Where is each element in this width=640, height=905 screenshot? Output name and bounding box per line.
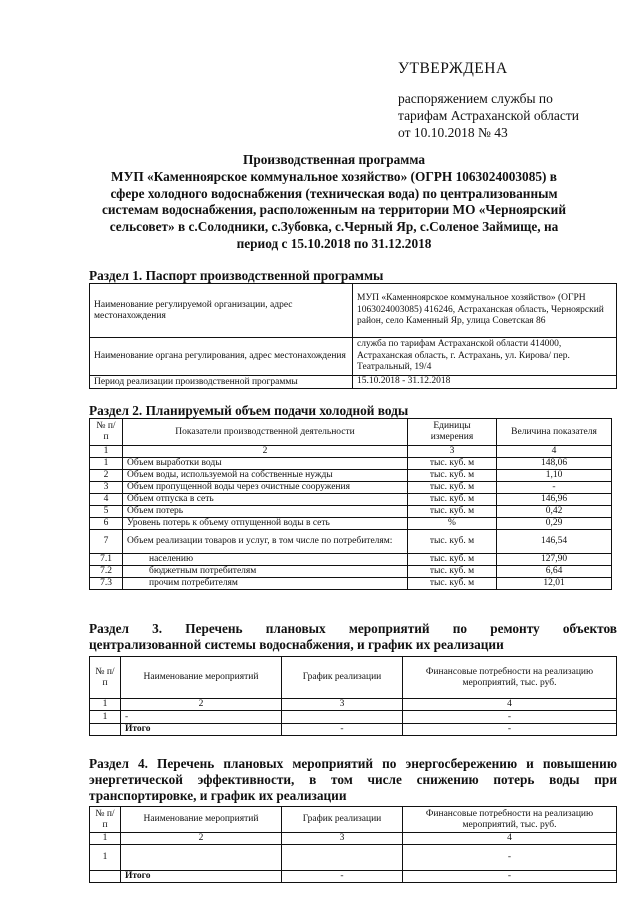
passport-value: 15.10.2018 - 31.12.2018 (353, 376, 617, 389)
row-unit: тыс. куб. м (408, 578, 497, 590)
table-row (90, 506, 612, 518)
row-num: 6 (90, 518, 123, 530)
header-schedule: График реализации (282, 657, 403, 699)
title-line: период с 15.10.2018 по 31.12.2018 (236, 235, 432, 251)
total-label: Итого (121, 724, 282, 736)
col-number: 4 (403, 699, 617, 711)
table-row (90, 482, 612, 494)
section4-heading-line: Раздел 4. Перечень плановых мероприятий по энергосбережению и повышению (89, 756, 617, 771)
approval-line: от 10.10.2018 № 43 (398, 125, 508, 140)
total-row (90, 724, 617, 736)
row-schedule (282, 845, 403, 871)
row-unit: тыс. куб. м (408, 566, 497, 578)
row-num: 7 (90, 530, 123, 554)
document-title (84, 152, 584, 253)
header-finance: Финансовые потребности на реализацию мероприятий, тыс. руб. (403, 807, 617, 833)
row-name: Объем потерь (123, 506, 408, 518)
row-name: - (121, 711, 282, 724)
row-value: - (497, 482, 612, 494)
section3-heading-line: Раздел 3. Перечень плановых мероприятий по ремонту объектов (89, 621, 617, 636)
col-number: 1 (90, 833, 121, 845)
row-num: 1 (90, 458, 123, 470)
total-schedule: - (282, 724, 403, 736)
row-value: 146,54 (497, 530, 612, 554)
section3-heading (89, 621, 617, 653)
row-name: Объем воды, используемой на собственные нужды (123, 470, 408, 482)
row-unit: тыс. куб. м (408, 494, 497, 506)
header-num: № п/п (90, 807, 121, 833)
table-row (90, 566, 612, 578)
row-value: 148,06 (497, 458, 612, 470)
col-number: 4 (403, 833, 617, 845)
header-unit: Единицы измерения (408, 419, 497, 446)
header-num: № п/п (90, 657, 121, 699)
total-label: Итого (121, 871, 282, 883)
approval-line: тарифам Астраханской области (398, 108, 580, 123)
table-row (90, 711, 617, 724)
col-number: 3 (282, 699, 403, 711)
row-value: 6,64 (497, 566, 612, 578)
title-line: системам водоснабжения, расположенным на территории МО «Черноярский (101, 202, 566, 218)
water-supply-table (89, 418, 612, 590)
col-number: 3 (282, 833, 403, 845)
row-num: 2 (90, 470, 123, 482)
row-name: бюджетным потребителям (123, 566, 408, 578)
passport-label: Период реализации производственной программы (90, 376, 353, 389)
row-num: 4 (90, 494, 123, 506)
title-line: сфере холодного водоснабжения (техническая вода) по централизованным (110, 185, 558, 201)
table-row (90, 518, 612, 530)
col-number: 2 (123, 446, 408, 458)
row-value: 146,96 (497, 494, 612, 506)
col-number: 3 (408, 446, 497, 458)
row-name: прочим потребителям (123, 578, 408, 590)
row-unit: тыс. куб. м (408, 470, 497, 482)
row-finance: - (403, 711, 617, 724)
row-value: 12,01 (497, 578, 612, 590)
row-num: 7.1 (90, 554, 123, 566)
col-number: 1 (90, 446, 123, 458)
row-name: Объем реализации товаров и услуг, в том числе по потребителям: (123, 530, 408, 554)
section4-heading (89, 756, 617, 804)
passport-table (89, 283, 617, 389)
col-number: 4 (497, 446, 612, 458)
header-finance: Финансовые потребности на реализацию мероприятий, тыс. руб. (403, 657, 617, 699)
header-value: Величина показателя (497, 419, 612, 446)
table-row (90, 554, 612, 566)
repair-measures-table (89, 656, 617, 736)
table-row (90, 494, 612, 506)
row-name: Объем отпуска в сеть (123, 494, 408, 506)
energy-saving-table (89, 806, 617, 883)
row-num: 7.3 (90, 578, 123, 590)
table-row (90, 845, 617, 871)
row-schedule (282, 711, 403, 724)
passport-label: Наименование регулируемой организации, адрес местонахождения (90, 284, 353, 338)
row-unit: % (408, 518, 497, 530)
total-finance: - (403, 724, 617, 736)
row-value: 127,90 (497, 554, 612, 566)
row-name (121, 845, 282, 871)
section3-heading-line: централизованной системы водоснабжения, и график их реализации (89, 637, 504, 652)
row-num: 3 (90, 482, 123, 494)
row-unit: тыс. куб. м (408, 506, 497, 518)
row-finance: - (403, 845, 617, 871)
section4-heading-line: транспортировке, и график их реализации (89, 788, 347, 803)
row-name: населению (123, 554, 408, 566)
row-value: 0,29 (497, 518, 612, 530)
total-schedule: - (282, 871, 403, 883)
table-row (90, 458, 612, 470)
total-row (90, 871, 617, 883)
row-unit: тыс. куб. м (408, 458, 497, 470)
row-unit: тыс. куб. м (408, 482, 497, 494)
passport-value: служба по тарифам Астраханской области 414000, Астраханская область, г. Астрахань, ул. Кирова/ пер. Театральный, 19/4 (353, 338, 617, 376)
table-row (90, 530, 612, 554)
row-value: 1,10 (497, 470, 612, 482)
header-name: Наименование мероприятий (121, 807, 282, 833)
section4-heading-line: энергетической эффективности, в том числе снижению потерь воды при (89, 772, 617, 787)
row-num: 1 (90, 845, 121, 871)
approval-block (398, 60, 628, 141)
title-line: МУП «Каменноярское коммунальное хозяйство» (ОГРН 1063024003085) в (111, 168, 557, 184)
title-line: сельсовет» в с.Солодники, с.Зубовка, с.Черный Яр, с.Соленое Займище, на (109, 219, 559, 235)
section1-heading: Раздел 1. Паспорт производственной программы (89, 268, 384, 283)
row-name: Уровень потерь к объему отпущенной воды в сеть (123, 518, 408, 530)
row-name: Объем выработки воды (123, 458, 408, 470)
row-num: 1 (90, 711, 121, 724)
section2-heading: Раздел 2. Планируемый объем подачи холодной воды (89, 403, 409, 418)
title-line: Производственная программа (243, 152, 425, 167)
approval-heading: УТВЕРЖДЕНА (398, 60, 508, 77)
header-name: Наименование мероприятий (121, 657, 282, 699)
col-number: 2 (121, 699, 282, 711)
col-number: 2 (121, 833, 282, 845)
total-finance: - (403, 871, 617, 883)
header-schedule: График реализации (282, 807, 403, 833)
row-num: 5 (90, 506, 123, 518)
header-num: № п/п (90, 419, 123, 446)
row-unit: тыс. куб. м (408, 554, 497, 566)
passport-label: Наименование органа регулирования, адрес местонахождения (90, 338, 353, 376)
row-num: 7.2 (90, 566, 123, 578)
col-number: 1 (90, 699, 121, 711)
row-unit: тыс. куб. м (408, 530, 497, 554)
table-row (90, 470, 612, 482)
approval-line: распоряжением службы по (398, 91, 553, 106)
passport-value: МУП «Каменноярское коммунальное хозяйство» (ОГРН 1063024003085) 416246, Астраханская область, Черноярский район, село Каменный Яр, улица Советская 86 (353, 284, 617, 338)
table-row (90, 578, 612, 590)
row-value: 0,42 (497, 506, 612, 518)
header-indicator: Показатели производственной деятельности (123, 419, 408, 446)
row-name: Объем пропущенной воды через очистные сооружения (123, 482, 408, 494)
